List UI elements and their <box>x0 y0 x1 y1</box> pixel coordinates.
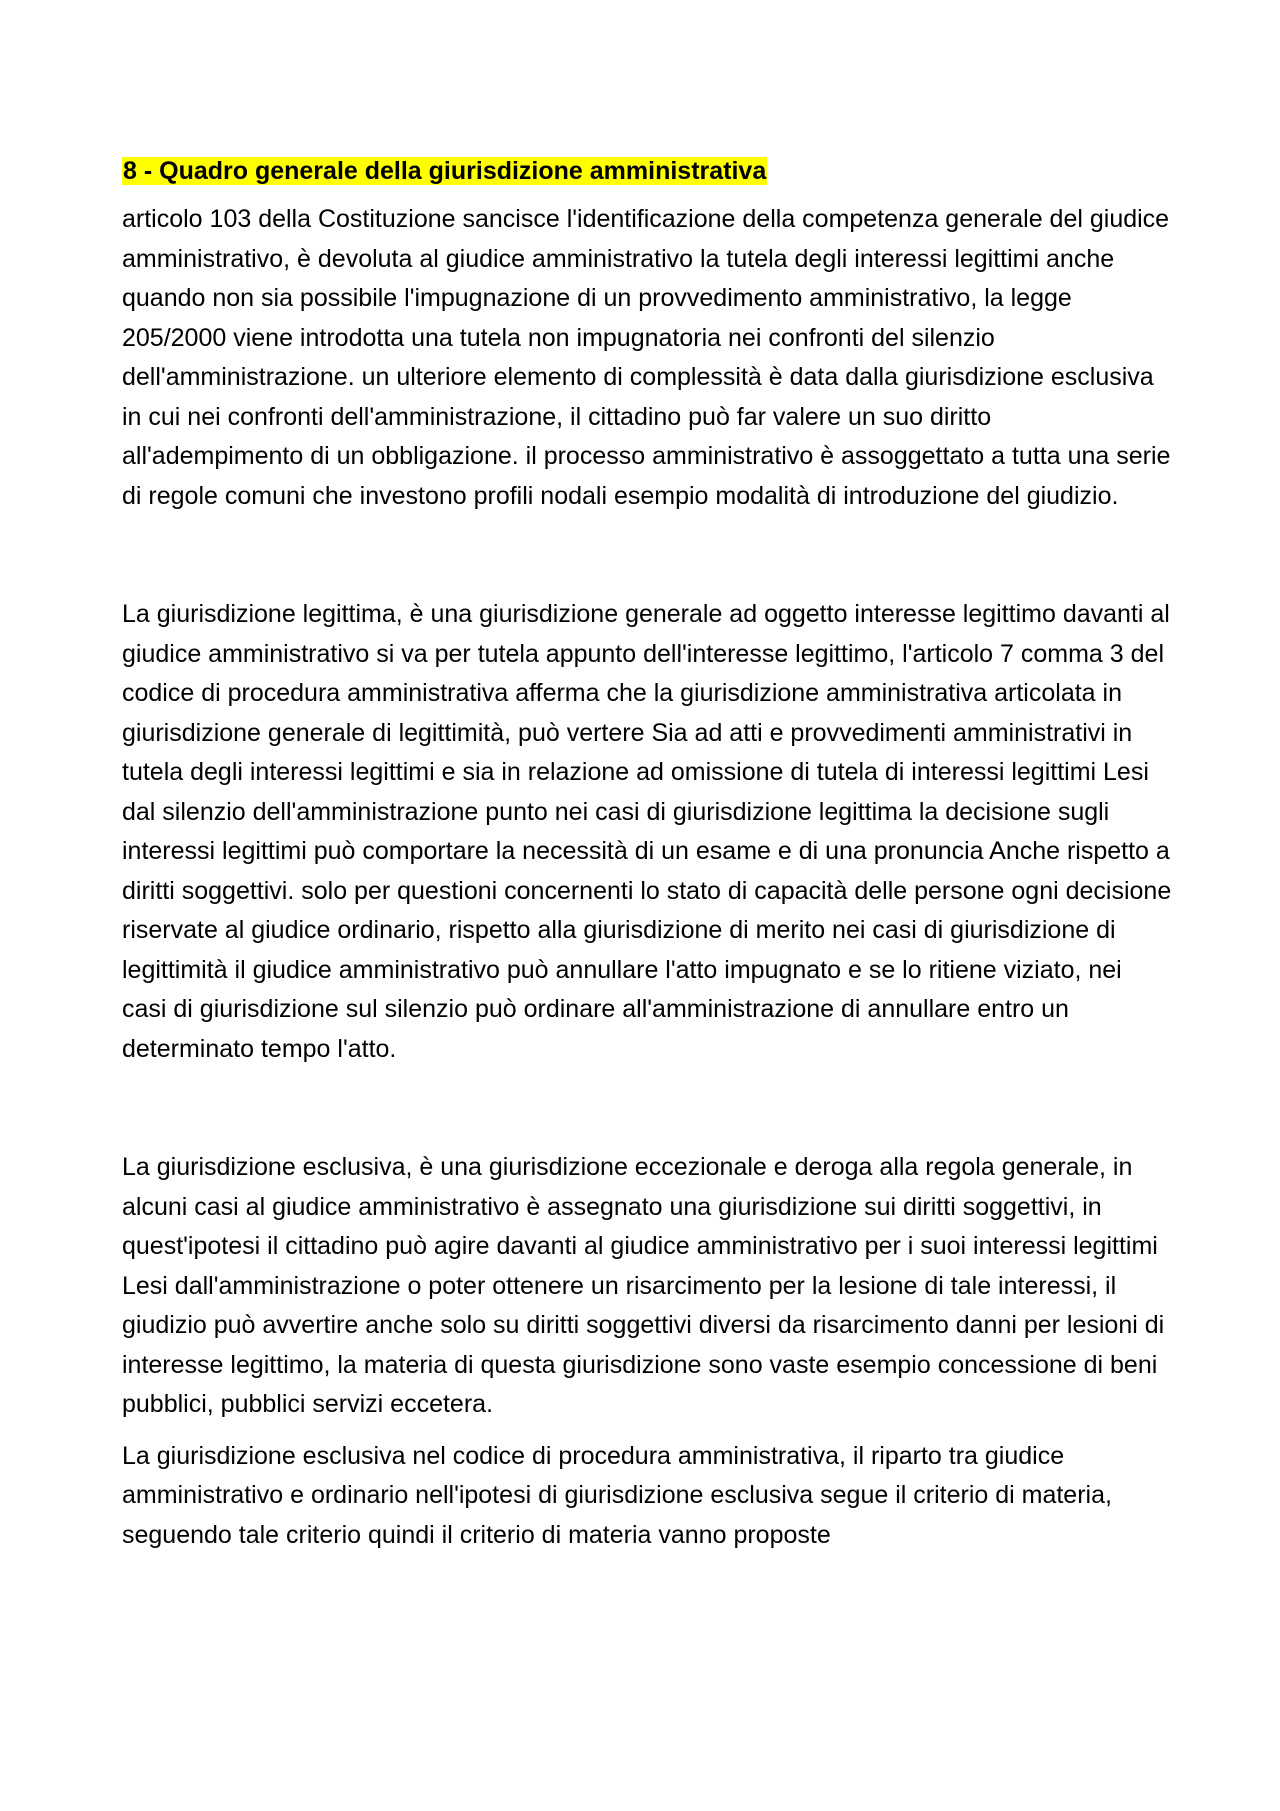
paragraph-constitution: articolo 103 della Costituzione sancisce l'identificazione della competenza generale del giudice amministrativo, è devoluta al giudice amministrativo la tutela degli interessi legittimi anche quando non sia possibile l'impugnazione di un provvedimento amministrativo, la legge 205/2000 viene introdotta una tutela non impugnatoria nei confronti del silenzio dell'amministrazione. un ulteriore elemento di complessità è data dalla giurisdizione esclusiva in cui nei confronti dell'amministrazione, il cittadino può far valere un suo diritto all'adempimento di un obbligazione. il processo amministrativo è assoggettato a tutta una serie di regole comuni che investono profili nodali esempio modalità di introduzione del giudizio. <box>122 205 1171 510</box>
paragraph-spacer <box>122 1069 1172 1148</box>
paragraph-exclusive-jurisdiction: La giurisdizione esclusiva, è una giurisdizione eccezionale e deroga alla regola generale, in alcuni casi al giudice amministrativo è assegnato una giurisdizione sui diritti soggettivi, in quest'ipotesi il cittadino può agire davanti al giudice amministrativo per i suoi interessi legittimi Lesi dall'amministrazione o poter ottenere un risarcimento per la lesione di tale interessi, il giudizio può avvertire anche solo su diritti soggettivi diversi da risarcimento danni per lesioni di interesse legittimo, la materia di questa giurisdizione sono vaste esempio concessione di beni pubblici, pubblici servizi eccetera. <box>122 1153 1165 1418</box>
paragraph-spacer <box>122 516 1172 595</box>
paragraph-exclusive-code: La giurisdizione esclusiva nel codice di procedura amministrativa, il riparto tra giudice amministrativo e ordinario nell'ipotesi di giurisdizione esclusiva segue il criterio di materia, seguendo tale criterio quindi il criterio di materia vanno proposte <box>122 1441 1112 1549</box>
document-body <box>122 152 1172 1555</box>
paragraph-spacer <box>122 1425 1172 1437</box>
paragraph-legitimate-jurisdiction: La giurisdizione legittima, è una giurisdizione generale ad oggetto interesse legittimo davanti al giudice amministrativo si va per tutela appunto dell'interesse legittimo, l'articolo 7 comma 3 del codice di procedura amministrativa afferma che la giurisdizione amministrativa articolata in giurisdizione generale di legittimità, può vertere Sia ad atti e provvedimenti amministrativi in tutela degli interessi legittimi e sia in relazione ad omissione di tutela di interessi legittimi Lesi dal silenzio dell'amministrazione punto nei casi di giurisdizione legittima la decisione sugli interessi legittimi può comportare la necessità di un esame e di una pronuncia Anche rispetto a diritti soggettivi. solo per questioni concernenti lo stato di capacità delle persone ogni decisione riservate al giudice ordinario, rispetto alla giurisdizione di merito nei casi di giurisdizione di legittimità il giudice amministrativo può annullare l'atto impugnato e se lo ritiene viziato, nei casi di giurisdizione sul silenzio può ordinare all'amministrazione di annullare entro un determinato tempo l'atto. <box>122 600 1172 1063</box>
section-heading <box>122 152 1172 190</box>
heading-highlight: 8 - Quadro generale della giurisdizione amministrativa <box>123 157 767 185</box>
